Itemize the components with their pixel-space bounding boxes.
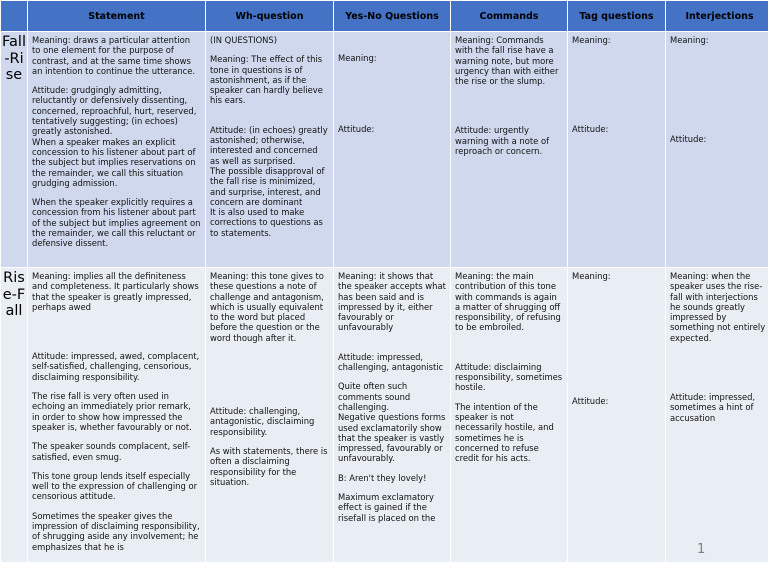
tone-label: Rise-Fall — [1, 268, 28, 563]
cell-text: Quite often such comments sound challenging. — [338, 381, 411, 412]
header-row — [1, 1, 768, 32]
cell-text: Meaning: — [572, 35, 611, 45]
cell-text: Meaning: Commands with the fall rise have a warning note, but more urgency than with either the rise or the slump. — [455, 35, 559, 87]
cell-text: Maximum exclamatory effect is gained if the risefall is placed on the — [338, 492, 436, 523]
tag-cell — [568, 268, 666, 563]
cell-text: This tone group lends itself especially well to the expression of challenging or censorious attitude. — [32, 470, 198, 502]
cell-text: Meaning: — [670, 35, 709, 45]
statement-cell — [28, 32, 206, 268]
cell-text: Attitude: (in echoes) greatly astonished; otherwise, interested and concerned as well as surprised. — [210, 124, 328, 166]
header-yes-no: Yes-No Questions — [334, 1, 451, 32]
cell-text: Meaning: draws a particular attention to one element for the purpose of contrast, and at the same time shows an intention to continue the utterance. — [32, 35, 196, 76]
statement-cell — [28, 268, 206, 563]
tone-label: Fall-Rise — [1, 32, 28, 268]
header-interjections: Interjections — [666, 1, 768, 32]
cell-text: Attitude: challenging, antagonistic, disclaiming responsibility. — [210, 406, 315, 437]
cell-text: Attitude: grudgingly admitting, reluctantly or defensively dissenting, concerned, reproachful, hurt, reserved, tentatively suggesting; (in echoes) greatly astonished. — [32, 85, 197, 137]
header-blank — [1, 1, 28, 32]
wh-cell — [206, 32, 334, 268]
header-tag-questions: Tag questions — [568, 1, 666, 32]
yes-no-cell — [334, 268, 451, 563]
cell-text: Attitude: impressed, challenging, antagonistic — [338, 351, 444, 373]
cell-text: Attitude: — [572, 124, 609, 135]
cell-text: Attitude: — [670, 134, 707, 145]
interjections-cell — [666, 32, 768, 268]
cell-text: Meaning: when the speaker uses the rise-fall with interjections he sounds greatly impressed by something not entirely expected. — [670, 271, 766, 343]
cell-text: When the speaker explicitly requires a concession from his listener about part of the subject but implies agreement on the remainder, we call this reluctant or defensive dissent. — [32, 197, 201, 249]
cell-text: Attitude: impressed, sometimes a hint of accusation — [670, 392, 756, 423]
cell-text: Attitude: urgently warning with a note of reproach or concern. — [455, 125, 550, 157]
cell-text: B: Aren't they lovely! — [338, 472, 427, 483]
cell-text: Sometimes the speaker gives the impression of disclaiming responsibility, of shrugging aside any involvement; he emphasizes that he is — [32, 510, 200, 552]
cell-text: The intention of the speaker is not necessarily hostile, and sometimes he is concerned to refuse credit for his acts. — [455, 401, 554, 464]
cell-text: It is also used to make corrections to questions as to statements. — [210, 207, 323, 238]
table-row — [1, 32, 768, 268]
cell-text: Meaning: it shows that the speaker accepts what has been said and is impressed by it, either favourably or unfavourably — [338, 271, 446, 333]
cell-text: Attitude: disclaiming responsibility, sometimes hostile. — [455, 361, 563, 393]
commands-cell — [451, 32, 568, 268]
cell-text: Attitude: — [338, 124, 375, 135]
cell-text: Attitude: impressed, awed, complacent, self-satisfied, challenging, censorious, disclaiming responsibility. — [32, 351, 200, 382]
table-row — [1, 268, 768, 563]
cell-text: Meaning: implies all the definiteness and completeness. It particularly shows that the speaker is greatly impressed, perhaps awed — [32, 271, 199, 312]
wh-cell — [206, 268, 334, 563]
cell-text: Meaning: — [572, 271, 611, 281]
yes-no-cell — [334, 32, 451, 268]
interjections-cell — [666, 268, 768, 563]
header-statement: Statement — [28, 1, 206, 32]
cell-text: The rise fall is very often used in echoing an immediately prior remark, in order to show how impressed the speaker is, whether favourably or not. — [32, 391, 192, 432]
cell-text: Meaning: The effect of this tone in questions is of astonishment, as if the speaker can hardly believe his ears. — [210, 54, 323, 106]
cell-text: As with statements, there is often a disclaiming responsibility for the situation. — [210, 445, 328, 487]
cell-text: The speaker sounds complacent, self-satisfied, even smug. — [32, 441, 191, 462]
header-wh-question: Wh-question — [206, 1, 334, 32]
cell-text: Meaning: — [338, 53, 377, 63]
cell-text: Negative questions forms used exclamatorily show that the speaker is vastly impressed, favourably or unfavourably. — [338, 412, 446, 464]
cell-text: When a speaker makes an explicit concession to his listener about part of the subject but implies reservations on the remainder, we call this situation grudging admission. — [32, 136, 196, 188]
header-commands: Commands — [451, 1, 568, 32]
cell-text: Attitude: — [572, 396, 609, 407]
cell-text: Meaning: this tone gives to these questions a note of challenge and antagonism, which is usually equivalent to the word but placed before the question or the word though after it. — [210, 271, 324, 343]
cell-text: The possible disapproval of the fall rise is minimized, and surprise, interest, and concern are dominant — [210, 165, 325, 207]
cell-text: Meaning: the main contribution of this tone with commands is again a matter of shrugging off responsibility, of refusing to be embroiled. — [455, 271, 561, 333]
tag-cell — [568, 32, 666, 268]
commands-cell — [451, 268, 568, 563]
cell-text: (IN QUESTIONS) — [210, 35, 278, 45]
page-number: 1 — [697, 542, 706, 557]
